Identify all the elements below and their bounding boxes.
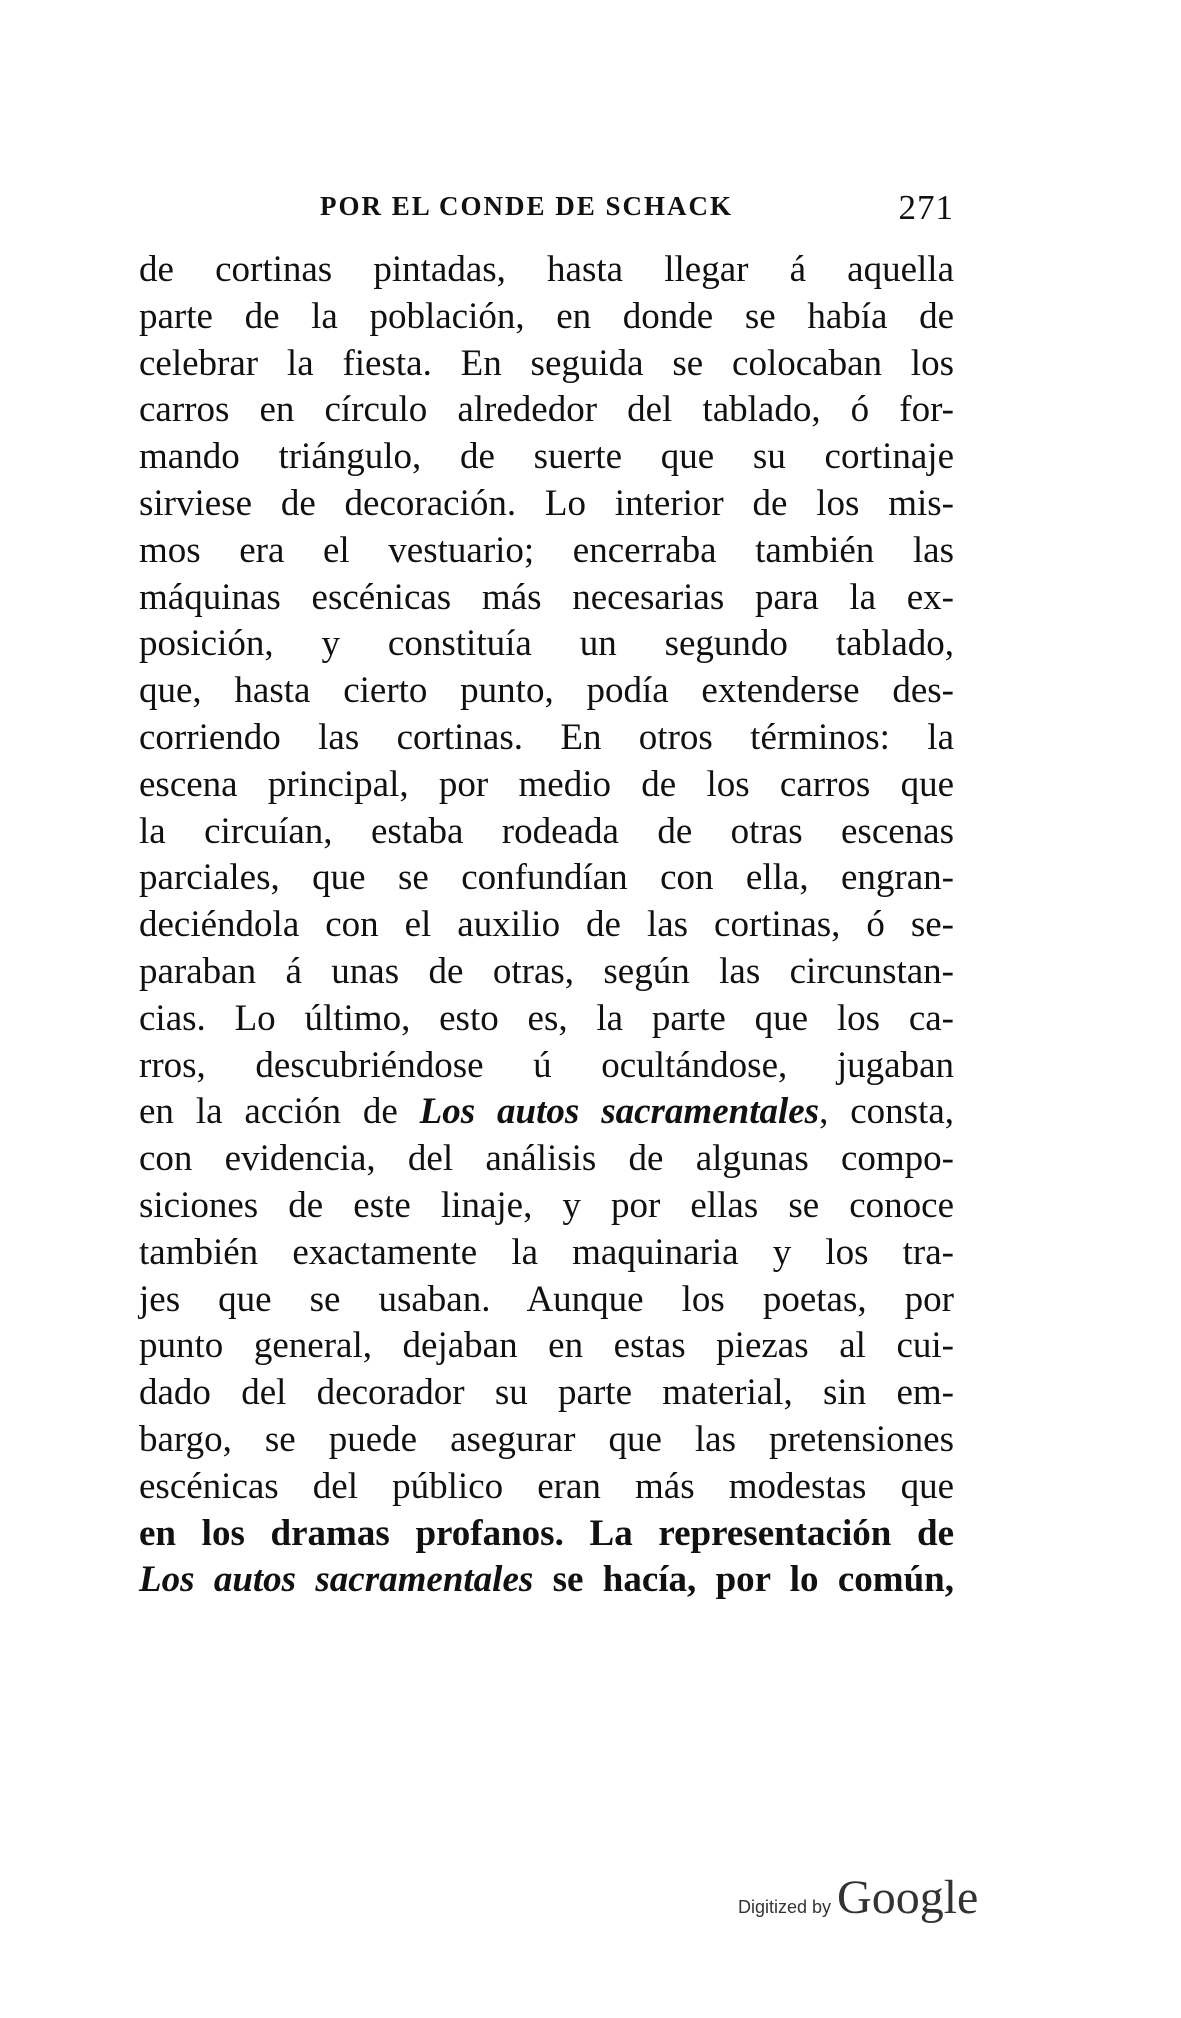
text-line: también exactamente la maquinaria y los tra-	[139, 1231, 954, 1273]
text-line: dado del decorador su parte material, sin em-	[139, 1372, 954, 1414]
page-number: 271	[898, 188, 954, 227]
text-line: posición, y constituía un segundo tablado,	[139, 623, 954, 665]
text-line: bargo, se puede asegurar que las pretensiones	[139, 1418, 954, 1460]
text-line: jes que se usaban. Aunque los poetas, por	[139, 1278, 954, 1320]
text-line: con evidencia, del análisis de algunas compo-	[139, 1138, 954, 1180]
text-line: paraban á unas de otras, según las circunstan-	[139, 950, 954, 992]
text-line: celebrar la fiesta. En seguida se colocaban los	[139, 342, 954, 384]
text-line: siciones de este linaje, y por ellas se conoce	[139, 1184, 954, 1226]
text-line: cias. Lo último, esto es, la parte que los ca-	[139, 997, 954, 1039]
running-title: POR EL CONDE DE SCHACK	[320, 191, 734, 221]
text-line: escena principal, por medio de los carros que	[139, 763, 954, 805]
line-text: en la acción de	[139, 1091, 420, 1133]
text-line: corriendo las cortinas. En otros términos: la	[139, 716, 954, 758]
running-head	[139, 188, 954, 227]
book-title-italic: Los autos sacramentales	[139, 1559, 534, 1601]
text-line: deciéndola con el auxilio de las cortinas, ó se-	[139, 904, 954, 946]
text-line-last	[139, 1557, 954, 1604]
text-line-with-title	[139, 1089, 954, 1136]
text-line: de cortinas pintadas, hasta llegar á aquella	[139, 249, 954, 290]
text-line: que, hasta cierto punto, podía extenderse des-	[139, 670, 954, 712]
text-line: carros en círculo alrededor del tablado, ó for-	[139, 389, 954, 431]
text-line: punto general, dejaban en estas piezas al cui-	[139, 1325, 954, 1367]
text-line: mos era el vestuario; encerraba también las	[139, 529, 954, 571]
text-line: rros, descubriéndose ú ocultándose, jugaban	[139, 1044, 954, 1086]
text-line: sirviese de decoración. Lo interior de los mis-	[139, 482, 954, 524]
line-text: se hacía, por lo común,	[533, 1559, 954, 1601]
text-line: la circuían, estaba rodeada de otras escenas	[139, 810, 954, 852]
digitized-watermark	[738, 1870, 988, 1930]
watermark-prefix: Digitized by	[738, 1897, 832, 1917]
text-line: máquinas escénicas más necesarias para la ex-	[139, 576, 954, 618]
body-text	[139, 247, 954, 1604]
line-text: , consta,	[819, 1091, 954, 1133]
watermark-brand: Google	[837, 1871, 979, 1924]
book-title-italic: Los autos sacramentales	[419, 1091, 820, 1133]
text-line: en los dramas profanos. La representación de	[139, 1512, 954, 1554]
text-line: escénicas del público eran más modestas que	[139, 1465, 954, 1507]
text-line: parciales, que se confundían con ella, engran-	[139, 857, 954, 899]
text-line: parte de la población, en donde se había de	[139, 295, 954, 337]
text-line: mando triángulo, de suerte que su cortinaje	[139, 436, 954, 478]
